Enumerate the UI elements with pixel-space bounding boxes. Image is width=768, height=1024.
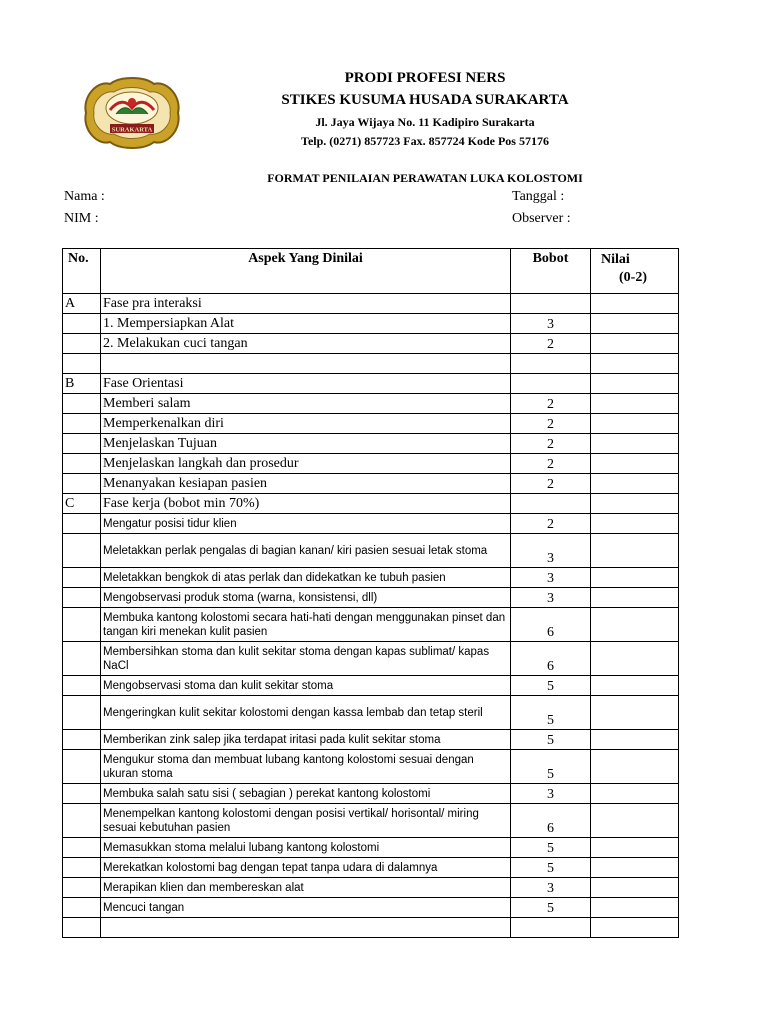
row-number — [63, 514, 101, 534]
row-nilai-cell[interactable] — [591, 730, 679, 750]
row-aspect: Menjelaskan langkah dan prosedur — [101, 454, 511, 474]
row-aspect: Mengobservasi stoma dan kulit sekitar stoma — [101, 676, 511, 696]
table-row — [63, 784, 679, 804]
nama-label: Nama : — [64, 189, 105, 204]
row-nilai-cell[interactable] — [591, 534, 679, 568]
header-nilai — [591, 249, 679, 294]
row-bobot: 6 — [511, 642, 591, 676]
row-bobot: 3 — [511, 568, 591, 588]
row-aspect: Mengobservasi produk stoma (warna, konsistensi, dll) — [101, 588, 511, 608]
row-bobot — [511, 918, 591, 938]
table-row — [63, 434, 679, 454]
nim-label: NIM : — [64, 211, 99, 226]
row-aspect: Merapikan klien dan membereskan alat — [101, 878, 511, 898]
table-row — [63, 642, 679, 676]
header-no: No. — [63, 249, 101, 294]
row-nilai-cell[interactable] — [591, 454, 679, 474]
table-row — [63, 474, 679, 494]
row-bobot: 5 — [511, 898, 591, 918]
row-nilai-cell[interactable] — [591, 374, 679, 394]
row-nilai-cell[interactable] — [591, 676, 679, 696]
row-number — [63, 454, 101, 474]
row-bobot: 2 — [511, 514, 591, 534]
row-nilai-cell[interactable] — [591, 514, 679, 534]
row-number — [63, 676, 101, 696]
row-nilai-cell[interactable] — [591, 334, 679, 354]
row-bobot: 2 — [511, 454, 591, 474]
table-row — [63, 314, 679, 334]
row-aspect: Membuka salah satu sisi ( sebagian ) perekat kantong kolostomi — [101, 784, 511, 804]
table-row — [63, 414, 679, 434]
table-row — [63, 354, 679, 374]
row-number: B — [63, 374, 101, 394]
row-number — [63, 730, 101, 750]
row-number — [63, 414, 101, 434]
row-aspect — [101, 354, 511, 374]
table-row — [63, 494, 679, 514]
table-row — [63, 514, 679, 534]
row-nilai-cell[interactable] — [591, 918, 679, 938]
row-bobot: 6 — [511, 608, 591, 642]
row-number — [63, 804, 101, 838]
program-title: PRODI PROFESI NERS — [344, 70, 506, 86]
institution-contact: Telp. (0271) 857723 Fax. 857724 Kode Pos 57176 — [301, 134, 549, 148]
row-number — [63, 696, 101, 730]
row-bobot — [511, 354, 591, 374]
table-row — [63, 294, 679, 314]
row-bobot: 5 — [511, 838, 591, 858]
row-nilai-cell[interactable] — [591, 354, 679, 374]
row-aspect: Memperkenalkan diri — [101, 414, 511, 434]
row-number — [63, 858, 101, 878]
row-bobot: 6 — [511, 804, 591, 838]
institution-logo — [80, 74, 184, 152]
assessment-table — [62, 248, 679, 938]
row-nilai-cell[interactable] — [591, 784, 679, 804]
row-bobot: 3 — [511, 878, 591, 898]
row-nilai-cell[interactable] — [591, 474, 679, 494]
row-aspect: Mengeringkan kulit sekitar kolostomi dengan kassa lembab dan tetap steril — [101, 696, 511, 730]
row-number — [63, 918, 101, 938]
row-number — [63, 474, 101, 494]
row-number: A — [63, 294, 101, 314]
table-row — [63, 804, 679, 838]
row-bobot: 5 — [511, 730, 591, 750]
row-bobot — [511, 494, 591, 514]
row-nilai-cell[interactable] — [591, 878, 679, 898]
row-bobot: 3 — [511, 534, 591, 568]
row-number — [63, 898, 101, 918]
row-nilai-cell[interactable] — [591, 294, 679, 314]
row-nilai-cell[interactable] — [591, 642, 679, 676]
table-row — [63, 454, 679, 474]
row-number — [63, 534, 101, 568]
row-bobot: 2 — [511, 434, 591, 454]
table-row — [63, 568, 679, 588]
row-bobot: 5 — [511, 696, 591, 730]
table-row — [63, 750, 679, 784]
row-bobot: 2 — [511, 334, 591, 354]
row-aspect: Mencuci tangan — [101, 898, 511, 918]
row-aspect: Meletakkan perlak pengalas di bagian kanan/ kiri pasien sesuai letak stoma — [101, 534, 511, 568]
row-aspect: 1. Mempersiapkan Alat — [101, 314, 511, 334]
row-number — [63, 394, 101, 414]
row-aspect: 2. Melakukan cuci tangan — [101, 334, 511, 354]
row-number — [63, 784, 101, 804]
row-nilai-cell[interactable] — [591, 838, 679, 858]
row-number — [63, 750, 101, 784]
header-nilai-label: Nilai — [601, 252, 630, 267]
row-aspect: Fase pra interaksi — [101, 294, 511, 314]
row-number — [63, 608, 101, 642]
row-aspect: Menjelaskan Tujuan — [101, 434, 511, 454]
row-bobot — [511, 374, 591, 394]
row-nilai-cell[interactable] — [591, 608, 679, 642]
row-bobot: 2 — [511, 414, 591, 434]
table-row — [63, 858, 679, 878]
row-nilai-cell[interactable] — [591, 414, 679, 434]
table-row — [63, 676, 679, 696]
row-nilai-cell[interactable] — [591, 314, 679, 334]
row-aspect: Menanyakan kesiapan pasien — [101, 474, 511, 494]
svg-text:SURAKARTA: SURAKARTA — [111, 126, 153, 134]
row-bobot: 2 — [511, 474, 591, 494]
row-number — [63, 434, 101, 454]
row-nilai-cell[interactable] — [591, 494, 679, 514]
row-number: C — [63, 494, 101, 514]
row-bobot: 5 — [511, 676, 591, 696]
table-row — [63, 534, 679, 568]
institution-name: STIKES KUSUMA HUSADA SURAKARTA — [281, 92, 569, 108]
row-bobot: 3 — [511, 588, 591, 608]
table-row — [63, 374, 679, 394]
table-row — [63, 696, 679, 730]
row-aspect: Meletakkan bengkok di atas perlak dan didekatkan ke tubuh pasien — [101, 568, 511, 588]
row-bobot: 3 — [511, 784, 591, 804]
tanggal-label: Tanggal : — [512, 189, 565, 204]
table-body — [63, 294, 679, 938]
header-aspek: Aspek Yang Dinilai — [101, 249, 511, 294]
row-number — [63, 314, 101, 334]
row-number — [63, 588, 101, 608]
table-row — [63, 608, 679, 642]
row-nilai-cell[interactable] — [591, 696, 679, 730]
table-header-row — [63, 249, 679, 294]
header-bobot: Bobot — [511, 249, 591, 294]
row-number — [63, 334, 101, 354]
row-nilai-cell[interactable] — [591, 898, 679, 918]
observer-label: Observer : — [512, 211, 571, 226]
row-aspect — [101, 918, 511, 938]
row-number — [63, 878, 101, 898]
row-nilai-cell[interactable] — [591, 588, 679, 608]
form-title: FORMAT PENILAIAN PERAWATAN LUKA KOLOSTOMI — [267, 171, 583, 185]
row-bobot: 3 — [511, 314, 591, 334]
row-nilai-cell[interactable] — [591, 434, 679, 454]
row-number — [63, 354, 101, 374]
row-aspect: Fase Orientasi — [101, 374, 511, 394]
table-row — [63, 838, 679, 858]
row-nilai-cell[interactable] — [591, 750, 679, 784]
table-row — [63, 730, 679, 750]
table-row — [63, 878, 679, 898]
table-row — [63, 898, 679, 918]
institution-address: Jl. Jaya Wijaya No. 11 Kadipiro Surakarta — [315, 115, 535, 129]
row-bobot: 5 — [511, 858, 591, 878]
table-row — [63, 588, 679, 608]
row-number — [63, 642, 101, 676]
row-number — [63, 568, 101, 588]
row-nilai-cell[interactable] — [591, 804, 679, 838]
row-aspect: Memberikan zink salep jika terdapat iritasi pada kulit sekitar stoma — [101, 730, 511, 750]
row-aspect: Memasukkan stoma melalui lubang kantong kolostomi — [101, 838, 511, 858]
row-aspect: Membersihkan stoma dan kulit sekitar stoma dengan kapas sublimat/ kapas NaCl — [101, 642, 511, 676]
row-nilai-cell[interactable] — [591, 394, 679, 414]
row-aspect: Menempelkan kantong kolostomi dengan posisi vertikal/ horisontal/ miring sesuai kebutuhan pasien — [101, 804, 511, 838]
table-row — [63, 918, 679, 938]
row-nilai-cell[interactable] — [591, 858, 679, 878]
row-aspect: Mengatur posisi tidur klien — [101, 514, 511, 534]
row-aspect: Membuka kantong kolostomi secara hati-hati dengan menggunakan pinset dan tangan kiri menekan kulit pasien — [101, 608, 511, 642]
table-row — [63, 334, 679, 354]
row-number — [63, 838, 101, 858]
row-aspect: Merekatkan kolostomi bag dengan tepat tanpa udara di dalamnya — [101, 858, 511, 878]
row-bobot: 2 — [511, 394, 591, 414]
row-aspect: Mengukur stoma dan membuat lubang kantong kolostomi sesuai dengan ukuran stoma — [101, 750, 511, 784]
row-nilai-cell[interactable] — [591, 568, 679, 588]
row-bobot — [511, 294, 591, 314]
row-aspect: Fase kerja (bobot min 70%) — [101, 494, 511, 514]
header-nilai-range: (0-2) — [619, 270, 647, 285]
row-aspect: Memberi salam — [101, 394, 511, 414]
table-row — [63, 394, 679, 414]
row-bobot: 5 — [511, 750, 591, 784]
